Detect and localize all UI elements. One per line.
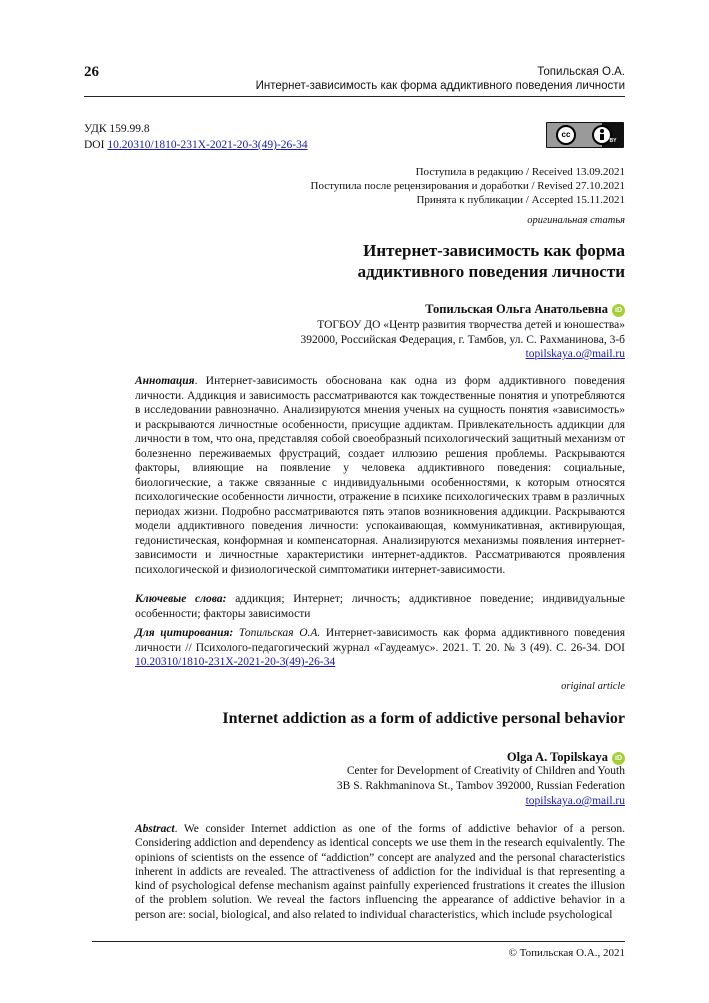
orcid-icon[interactable]: iD xyxy=(612,752,625,765)
abstract-en xyxy=(135,822,625,922)
footer-divider xyxy=(92,941,625,942)
running-header-title: Интернет-зависимость как форма аддиктивного поведения личности xyxy=(255,80,625,92)
author-name-en xyxy=(507,750,625,765)
keywords-ru xyxy=(135,592,625,621)
running-header-author: Топильская О.А. xyxy=(537,66,625,78)
citation-ru xyxy=(135,626,625,670)
orcid-icon[interactable]: iD xyxy=(612,304,625,317)
doi-link[interactable]: 10.20310/1810-231X-2021-20-3(49)-26-34 xyxy=(107,139,308,151)
author-name-ru-text: Топильская Ольга Анатольевна xyxy=(425,302,608,316)
citation-ru-label: Для цитирования: xyxy=(135,627,234,639)
cc-by-license-icon[interactable] xyxy=(546,122,624,148)
doi-prefix: DOI xyxy=(84,139,108,151)
keywords-ru-text: аддикция; Интернет; личность; аддиктивное поведение; индивидуальные особенности; факторы зависимости xyxy=(135,593,625,620)
abstract-en-label: Abstract xyxy=(135,823,175,835)
author-email-ru[interactable]: topilskaya.o@mail.ru xyxy=(525,348,625,360)
citation-ru-text: Интернет-зависимость как форма аддиктивного поведения личности // Психолого-педагогический журнал «Гаудеамус». 2021. Т. 20. № 3 (49). С. 26-34. DOI xyxy=(135,627,625,654)
received-date: Поступила в редакцию / Received 13.09.2021 xyxy=(415,166,625,178)
affiliation-en-line2: 3B S. Rakhmaninova St., Tambov 392000, Russian Federation xyxy=(336,780,625,792)
article-title-ru xyxy=(225,240,625,282)
article-title-en: Internet addiction as a form of addictive personal behavior xyxy=(222,710,625,727)
keywords-ru-label: Ключевые слова: xyxy=(135,593,227,605)
citation-ru-doi-link[interactable]: 10.20310/1810-231X-2021-20-3(49)-26-34 xyxy=(135,656,336,668)
abstract-en-text: . We consider Internet addiction as one of the forms of addictive behavior of a person. Considering addiction and dependency as identical concepts we use them in the research equivalently. The opinions of scientists on the essence of “addiction” concept are analyzed and the personal characteristics inherent in addicts are revealed. The attractiveness of addiction for the individual is that representing a kind of psychological defense mechanism against painfully experienced frustrations it creates the illusion of the problem solution. We reveal the factors influencing the appearance of addictive behavior in a person are: social, biological, and also related to individual characteristics, which include psychological xyxy=(135,823,625,921)
affiliation-en-line1: Center for Development of Creativity of Children and Youth xyxy=(346,765,625,777)
article-type-en: original article xyxy=(561,681,625,692)
affiliation-ru-line2: 392000, Российская Федерация, г. Тамбов, ул. С. Рахманинова, 3-б xyxy=(300,334,625,346)
abstract-ru-text: . Интернет-зависимость обоснована как одна из форм аддиктивного поведения личности. Аддикция и зависимость рассматриваются как тождественные понятия и употребляются в исследовании равнозначно. Анализируются мнения ученых на сущность понятия «зависимость» и раскрываются личностные особенности, присущие аддиктам. Привлекательность аддикции для личности в том, что она, представляя собой своеобразный психологический защитный механизм от болезненно переживаемых фрустраций, создает иллюзию решения проблемы. Раскрываются факторы, влияющие на появление у человека аддиктивного поведения: социальные, биологические, а также связанные с индивидуальными особенностями, к которым относятся психологические особенности личности, отражение в психике психологических травм в различных периодах жизни. Подробно рассматриваются пять этапов возникновения аддикции. Раскрываются модели аддиктивного поведения личности: успокаивающая, коммуникативная, активирующая, гедонистическая, конформная и компенсаторная. Анализируются механизмы появления интернет-зависимости и личностные характеристики интернет-аддиктов. Рассматриваются проявления психологической и физиологической симптоматики интернет-зависимости. xyxy=(135,375,625,576)
citation-ru-author: Топильская О.А. xyxy=(233,627,321,639)
page-number: 26 xyxy=(84,64,99,80)
article-type-ru: оригинальная статья xyxy=(527,215,625,226)
udk-code: УДК 159.99.8 xyxy=(84,123,150,135)
author-name-ru xyxy=(425,302,625,317)
creative-commons-icon: cc xyxy=(556,125,576,145)
cc-by-label: BY xyxy=(609,138,617,144)
abstract-ru-label: Аннотация xyxy=(135,375,195,387)
affiliation-ru-line1: ТОГБОУ ДО «Центр развития творчества детей и юношества» xyxy=(317,319,625,331)
abstract-ru xyxy=(135,374,625,577)
header-divider xyxy=(84,96,625,97)
revised-date: Поступила после рецензирования и доработки / Revised 27.10.2021 xyxy=(310,180,625,192)
title-ru-line2: аддиктивного поведения личности xyxy=(357,262,625,281)
author-email-en[interactable]: topilskaya.o@mail.ru xyxy=(525,795,625,807)
accepted-date: Принята к публикации / Accepted 15.11.2021 xyxy=(416,194,625,206)
author-name-en-text: Olga A. Topilskaya xyxy=(506,750,608,764)
copyright-notice: © Топильская О.А., 2021 xyxy=(508,947,625,959)
title-ru-line1: Интернет-зависимость как форма xyxy=(363,241,625,260)
doi-line xyxy=(84,139,308,151)
